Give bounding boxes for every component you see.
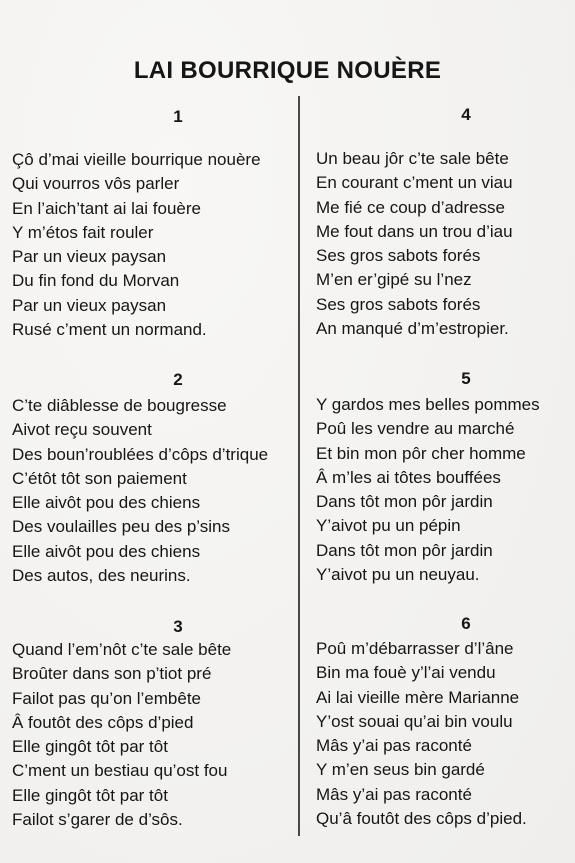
verse-line: Â m’les ai tôtes bouffées [316, 467, 501, 487]
verse-line: Par un vieux paysan [12, 295, 167, 315]
verse-line: Ai lai vieille mère Marianne [316, 687, 520, 707]
verse-line: Qui vourros vôs parler [12, 174, 180, 194]
verse-line: Çô d’mai vieille bourrique nouère [12, 150, 261, 169]
verse-line: Elle aivôt pou des chiens [12, 493, 201, 513]
column-divider [298, 96, 300, 836]
verse-line: C’te diâblesse de bougresse [12, 396, 227, 415]
verse-line: M’en er’gipé su l’nez [316, 270, 472, 290]
verse-line: Failot s’garer de d’sôs. [12, 810, 183, 830]
song-title: LAI BOURRIQUE NOUÈRE [133, 57, 442, 84]
stanza-lines [316, 147, 513, 341]
verse-line: En courant c’ment un viau [316, 173, 513, 193]
verse-line: Y’aivot pu un neuyau. [316, 565, 480, 585]
stanza-number: 4 [461, 105, 471, 124]
verse-line: Y’aivot pu un pépin [316, 516, 461, 536]
verse-line: Y’ost souai qu’ai bin voulu [316, 711, 513, 731]
verse-line: Â foutôt des côps d’pied [12, 712, 194, 732]
verse-line: Me fout dans un trou d’iau [316, 221, 513, 241]
verse-line: Failot pas qu’on l’embête [12, 688, 202, 708]
verse-line: Et bin mon pôr cher homme [316, 443, 526, 463]
verse-line: Qu’â foutôt des côps d’pied. [316, 809, 527, 829]
stanza-lines [316, 393, 540, 587]
verse-line: Mâs y’ai pas raconté [316, 784, 472, 804]
verse-line: Du fin fond du Morvan [12, 271, 180, 291]
stanza-number: 5 [461, 369, 471, 388]
bleed-through-text [150, 0, 169, 39]
verse-line: Quand l’em’nôt c’te sale bête [12, 640, 232, 659]
verse-line: An manqué d’m’estropier. [316, 319, 509, 339]
stanza-number: 3 [173, 617, 183, 636]
verse-line: Broûter dans son p’tiot pré [12, 664, 212, 684]
verse-line: Y m’en seus bin gardé [316, 760, 485, 780]
stanza-lines [12, 394, 268, 588]
verse-line: Ses gros sabots forés [316, 294, 481, 314]
verse-line: Y m’étos fait rouler [12, 222, 154, 242]
verse-line: Rusé c’ment un normand. [12, 320, 207, 340]
stanza-number: 2 [173, 370, 183, 389]
verse-line: Ses gros sabots forés [316, 246, 481, 266]
verse-line: Des autos, des neurins. [12, 566, 191, 586]
verse-line: C’ment un bestiau qu’ost fou [12, 761, 228, 781]
verse-line: Dans tôt mon pôr jardin [316, 492, 493, 512]
verse-line: Poû m’débarrasser d’l’âne [316, 639, 514, 658]
verse-line: Des voulailles peu des p’sins [12, 517, 230, 537]
verse-line: Elle aivôt pou des chiens [12, 541, 201, 561]
verse-line: Elle gingôt tôt par tôt [12, 785, 168, 805]
verse-line: Me fié ce coup d’adresse [316, 197, 505, 217]
verse-line: Par un vieux paysan [12, 247, 167, 267]
verse-line: Poû les vendre au marché [316, 419, 515, 439]
stanza-number: 6 [461, 614, 471, 633]
stanza-number: 1 [173, 107, 183, 126]
stanza-lines [12, 638, 231, 832]
verse-line: Mâs y’ai pas raconté [316, 736, 472, 756]
verse-line: Un beau jôr c’te sale bête [316, 149, 509, 168]
stanza-lines [12, 148, 261, 342]
verse-line: Bin ma fouè y’l’ai vendu [316, 663, 496, 683]
stanza-lines [316, 637, 527, 831]
verse-line: Des boun’roublées d’côps d’trique [12, 444, 269, 464]
verse-line: C’étôt tôt son paiement [12, 468, 187, 488]
verse-line: Elle gingôt tôt par tôt [12, 737, 168, 757]
verse-line: Aivot reçu souvent [12, 420, 152, 440]
verse-line: Y gardos mes belles pommes [316, 395, 540, 414]
verse-line: En l’aich’tant ai lai fouère [12, 198, 202, 218]
verse-line: Dans tôt mon pôr jardin [316, 540, 493, 560]
